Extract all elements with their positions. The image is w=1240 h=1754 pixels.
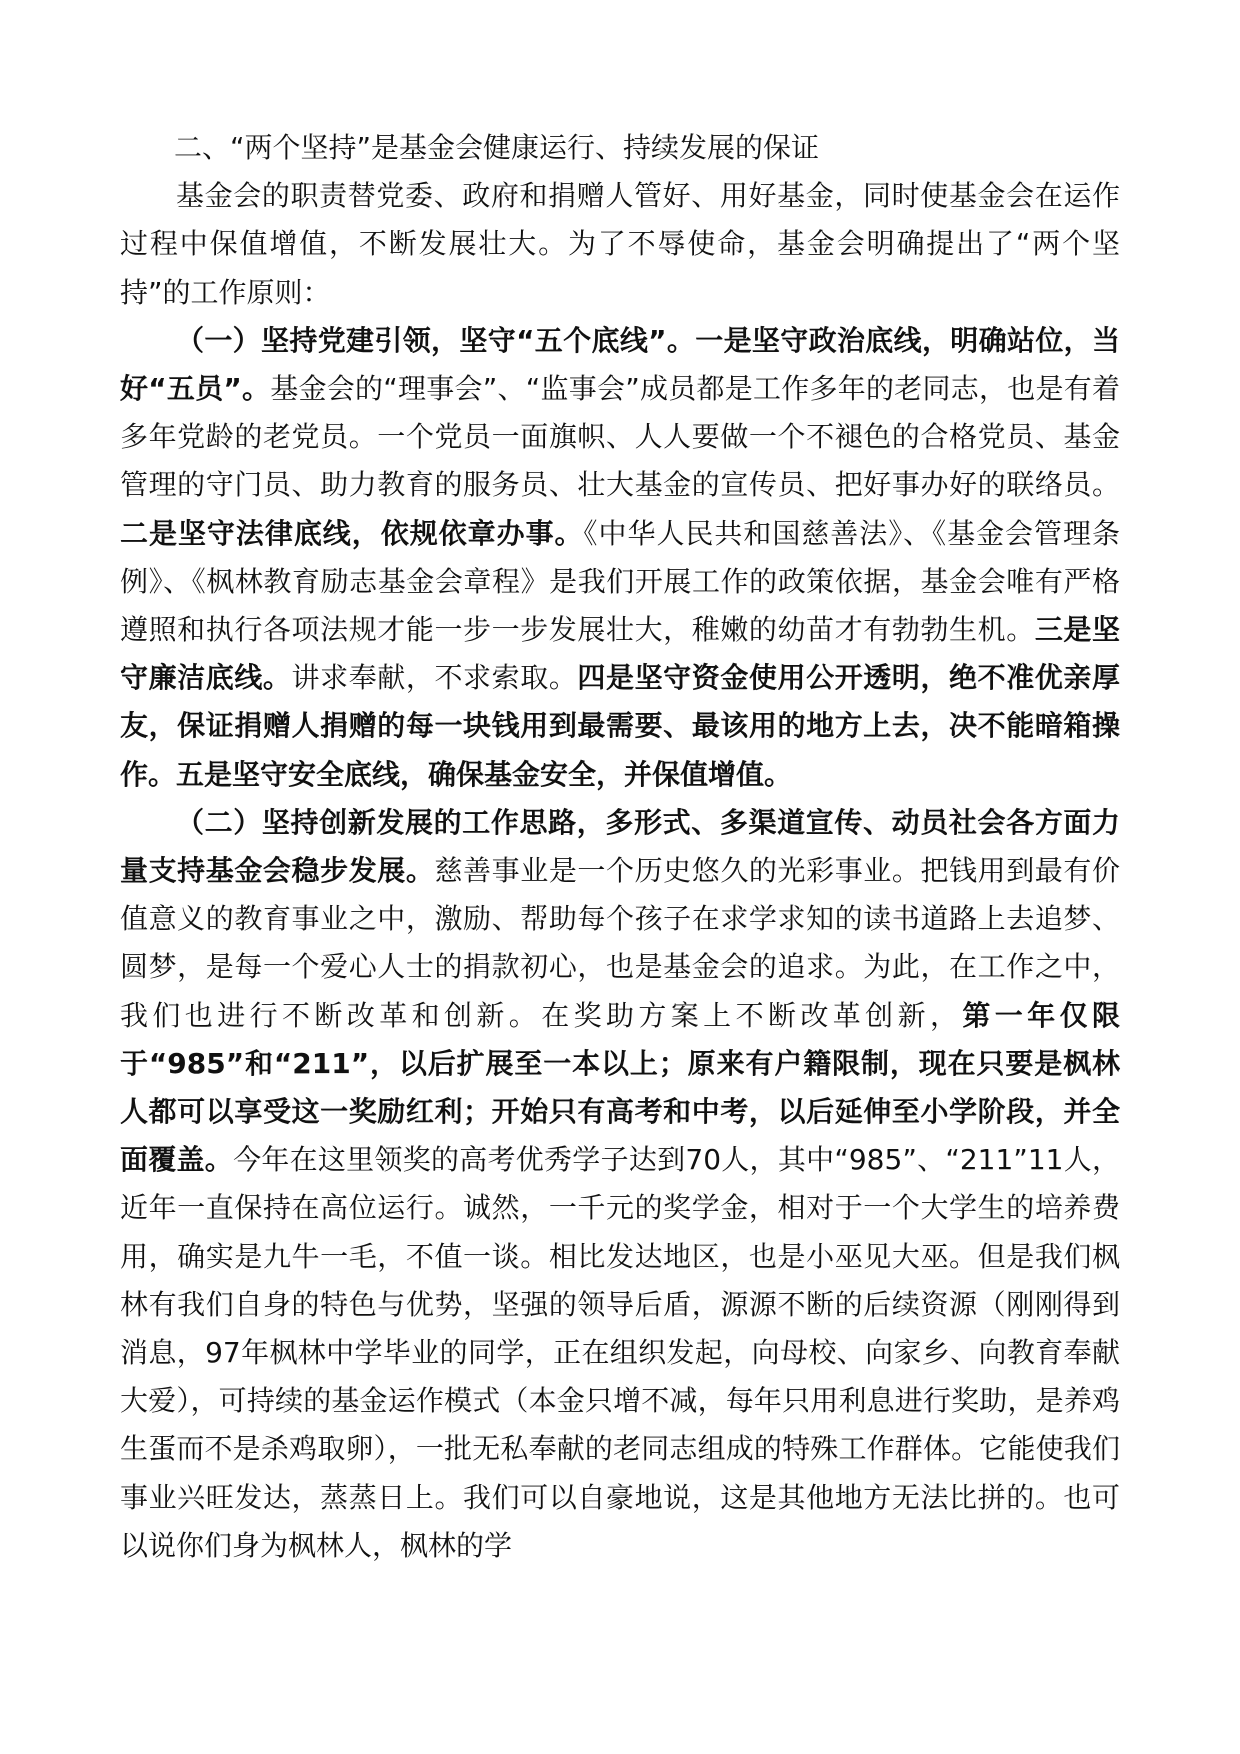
- principle-one-text-3: 讲求奉献，不求索取。: [291, 661, 578, 695]
- principle-two-text-1: 慈善事业是一个历史悠久的光彩事业。把钱用到最有价值意义的教育事业之中，激励、帮助每个孩子在求学求知的读书道路上去追梦、圆梦，是每一个爱心人士的捐款初心，也是基金会的追求。为此，在工作之中，我们也进行不断改革和创新。在奖助方案上不断改革创新，: [120, 854, 1120, 1032]
- principle-one-point-3: 三是坚守廉洁底线。: [120, 613, 1120, 695]
- intro-paragraph: 基金会的职责替党委、政府和捐赠人管好、用好基金，同时使基金会在运作过程中保值增值，不断发展壮大。为了不辱使命，基金会明确提出了“两个坚持”的工作原则：: [120, 179, 1120, 309]
- principle-two-text-2: 今年在这里领奖的高考优秀学子达到70人，其中“985”、“211”11人，近年一直保持在高位运行。诚然，一千元的奖学金，相对于一个大学生的培养费用，确实是九牛一毛，不值一谈。相比发达地区，也是小巫见大巫。但是我们枫林有我们自身的特色与优势，坚强的领导后盾，源源不断的后续资源（刚刚得到消息，97年枫林中学毕业的同学，正在组织发起，向母校、向家乡、向教育奉献大爱），可持续的基金运作模式（本金只增不减，每年只用利息进行奖助，是养鸡生蛋而不是杀鸡取卵），一批无私奉献的老同志组成的特殊工作群体。它能使我们事业兴旺发达，蒸蒸日上。我们可以自豪地说，这是其他地方无法比拼的。也可以说你们身为枫林人，枫林的学: [120, 1143, 1120, 1562]
- principle-two-reform-details: 第一年仅限于“985”和“211”，以后扩展至一本以上；原来有户籍限制，现在只要是枫林人都可以享受这一奖励红利；开始只有高考和中考，以后延伸至小学阶段，并全面覆盖。: [120, 998, 1120, 1177]
- principle-two-paragraph: [120, 799, 1120, 1570]
- principle-one-text-2: 《中华人民共和国慈善法》、《基金会管理条例》、《枫林教育励志基金会章程》是我们开展工作的政策依据，基金会唯有严格遵照和执行各项法规才能一步一步发展壮大，稚嫩的幼苗才有勃勃生机。: [120, 516, 1120, 647]
- principle-one-paragraph: [120, 317, 1120, 799]
- principle-one-points-4-5: 四是坚守资金使用公开透明，绝不准优亲厚友，保证捐赠人捐赠的每一块钱用到最需要、最该用的地方上去，决不能暗箱操作。五是坚守安全底线，确保基金安全，并保值增值。: [120, 661, 1120, 791]
- principle-one-title: （一）坚持党建引领，坚守“五个底线”。一是坚守政治底线，明确站位，当好“五员”。: [120, 323, 1120, 406]
- principle-two-title: （二）坚持创新发展的工作思路，多形式、多渠道宣传、动员社会各方面力量支持基金会稳步发展。: [120, 805, 1120, 888]
- principle-one-point-2: 二是坚守法律底线，依规依章办事。: [120, 516, 584, 550]
- principle-one-text-1: 基金会的“理事会”、“监事会”成员都是工作多年的老同志，也是有着多年党龄的老党员。一个党员一面旗帜、人人要做一个不褪色的合格党员、基金管理的守门员、助力教育的服务员、壮大基金的宣传员、把好事办好的联络员。: [120, 372, 1120, 502]
- section-heading: 二、“两个坚持”是基金会健康运行、持续发展的保证: [174, 131, 820, 164]
- document-page: [120, 124, 1120, 1570]
